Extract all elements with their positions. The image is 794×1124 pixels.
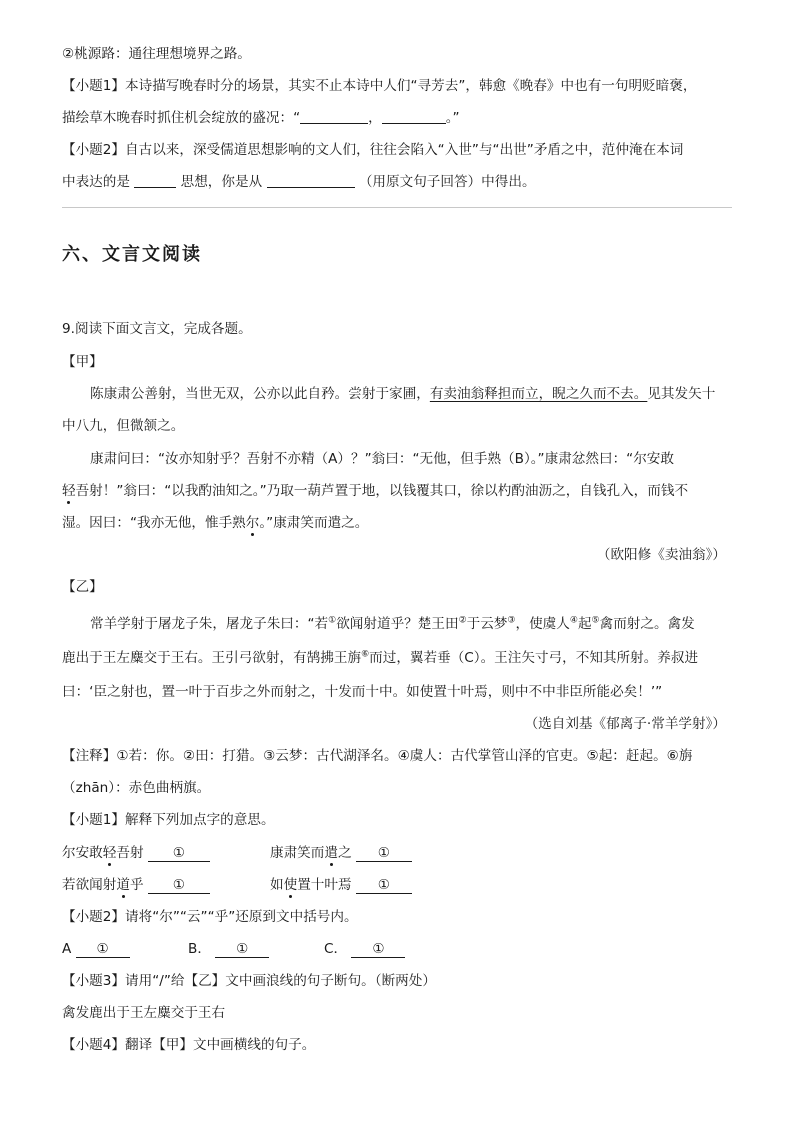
sub1-item <box>270 843 412 863</box>
footnote-mark: ① <box>328 615 337 626</box>
sub4-title: 【小题4】翻译【甲】文中画横线的句子。 <box>62 1037 316 1053</box>
passage-yi-label: 【乙】 <box>62 579 103 595</box>
sub3-title: 【小题3】请用“/”给【乙】文中画浪线的句子断句。（断两处） <box>62 973 436 989</box>
passage-text: 起 <box>577 616 592 632</box>
underlined-sentence: 有卖油翁释担而立，睨之久而不去。 <box>429 386 648 402</box>
sub1-item <box>62 875 210 895</box>
dotted-char: 遣 <box>324 845 338 861</box>
answer-blank[interactable]: ① <box>148 877 210 894</box>
passage-yi-line: 曰：‘臣之射也，置一叶于百步之外而射之，十发而十中。如使置十叶焉，则中不中非臣所能必矣！’” <box>62 684 663 700</box>
passage-text: 陈康肃公善射，当世无双，公亦以此自矜。尝射于家圃， <box>90 386 430 402</box>
answer-blank[interactable]: ① <box>356 845 412 862</box>
dotted-char: 轻 <box>62 483 76 499</box>
item-text: 之 <box>337 845 352 861</box>
item-text: 尔安敢 <box>62 845 103 861</box>
passage-text: ，使虞人 <box>515 616 570 632</box>
passage-text: 常羊学射于屠龙子朱，屠龙子朱曰：“若 <box>90 616 329 632</box>
passage-text: 禽而射之。禽发 <box>599 616 695 632</box>
option-label: C． <box>324 941 348 957</box>
question-intro: 9.阅读下面文言文，完成各题。 <box>62 321 252 337</box>
dotted-char: 尔 <box>245 515 260 531</box>
comma: ， <box>368 110 382 126</box>
sub-question-1-fill-line <box>62 108 460 128</box>
answer-blank[interactable] <box>267 173 355 188</box>
section-title: 六、文言文阅读 <box>62 244 202 265</box>
passage-text: 。”康肃笑而遣之。 <box>259 515 369 531</box>
sub2-title: 【小题2】请将“尔”“云”“乎”还原到文中括号内。 <box>62 909 358 925</box>
option-label: A <box>62 941 72 957</box>
dotted-char: 轻 <box>102 845 117 861</box>
item-text: 如 <box>270 877 284 893</box>
dotted-char: 使 <box>283 877 298 893</box>
passage-text: 而过，翼若垂（C）。王注矢寸弓，不知其所射。养叔进 <box>369 650 699 666</box>
notes-line: （zhān）：赤色曲柄旗。 <box>62 780 211 796</box>
passage-yi-line <box>62 648 698 668</box>
fill-end: （用原文句子回答）中得出。 <box>358 174 536 190</box>
footnote-mark: ② <box>458 615 467 626</box>
notes-line: 【注释】①若：你。②田：打猎。③云梦：古代湖泽名。④虞人：古代掌管山泽的官吏。⑤起：赶起。⑥旃 <box>62 748 693 764</box>
sub3-sentence: 禽发鹿出于王左麋交于王右 <box>62 1005 226 1021</box>
passage-jia-line <box>62 481 688 501</box>
passage-text: 吾射！”翁曰：“以我酌油知之。”乃取一葫芦置于地，以钱覆其口，徐以杓酌油沥之，自钱孔入，而钱不 <box>75 483 689 499</box>
dotted-char: 道 <box>116 877 130 893</box>
footnote-mark: ③ <box>507 615 516 626</box>
item-text: 康肃笑而 <box>270 845 325 861</box>
sub1-title: 【小题1】解释下列加点字的意思。 <box>62 812 275 828</box>
section-divider <box>62 207 732 208</box>
passage-jia-line: 康肃问曰：“汝亦知射乎？吾射不亦精（A）？”翁曰：“无他，但手熟（B）。”康肃忿然曰：“尔安敢 <box>90 451 674 467</box>
sub1-item <box>270 875 412 895</box>
passage-jia-line <box>62 513 368 533</box>
passage-yi-line <box>90 614 695 634</box>
note-line: ②桃源路：通往理想境界之路。 <box>62 46 251 62</box>
fill-prompt: 中表达的是 <box>62 174 130 190</box>
footnote-mark: ⑥ <box>361 649 370 660</box>
option-label: B． <box>188 941 211 957</box>
footnote-mark: ⑤ <box>591 615 600 626</box>
sub2-option-c <box>324 939 405 959</box>
item-text: 乎 <box>129 877 144 893</box>
fill-end: 。” <box>445 110 460 126</box>
answer-blank[interactable] <box>300 109 368 124</box>
fill-prompt: 描绘草木晚春时抓住机会绽放的盛况：“ <box>62 110 301 126</box>
answer-blank[interactable]: ① <box>215 941 269 958</box>
sub-question-2-fill-line <box>62 172 536 192</box>
answer-blank[interactable]: ① <box>148 845 210 862</box>
passage-jia-label: 【甲】 <box>62 354 103 370</box>
footnote-mark: ④ <box>569 615 578 626</box>
passage-jia-line: 中八九，但微颔之。 <box>62 418 185 434</box>
item-text: 置十叶焉 <box>297 877 352 893</box>
fill-mid: 思想，你是从 <box>180 174 263 190</box>
passage-text: 于云梦 <box>466 616 508 632</box>
passage-text: 欲闻射道乎？楚王田 <box>336 616 459 632</box>
item-text: 吾射 <box>116 845 144 861</box>
sub-question-1-text: 【小题1】本诗描写晚春时分的场景，其实不止本诗中人们“寻芳去”，韩愈《晚春》中也有一句明贬暗褒， <box>62 78 697 94</box>
passage-yi-source: （选自刘基《郁离子·常羊学射》） <box>524 716 726 732</box>
answer-blank[interactable]: ① <box>351 941 405 958</box>
passage-jia-line <box>90 384 715 404</box>
passage-text: 湿。因曰：“我亦无他，惟手熟 <box>62 515 246 531</box>
answer-blank[interactable]: ① <box>356 877 412 894</box>
item-text: 若欲闻射 <box>62 877 117 893</box>
sub1-item <box>62 843 210 863</box>
answer-blank[interactable] <box>382 109 446 124</box>
answer-blank[interactable]: ① <box>76 941 130 958</box>
sub2-option-a <box>62 939 130 959</box>
sub-question-2-text: 【小题2】自古以来，深受儒道思想影响的文人们，往往会陷入“入世”与“出世”矛盾之中，范仲淹在本词 <box>62 142 684 158</box>
passage-text: 鹿出于王左麋交于王右。王引弓欲射，有鹄拂王旃 <box>62 650 362 666</box>
passage-text: 见其发矢十 <box>647 386 716 402</box>
answer-blank[interactable] <box>134 173 176 188</box>
sub2-option-b <box>188 939 269 959</box>
passage-jia-source: （欧阳修《卖油翁》） <box>596 547 726 563</box>
